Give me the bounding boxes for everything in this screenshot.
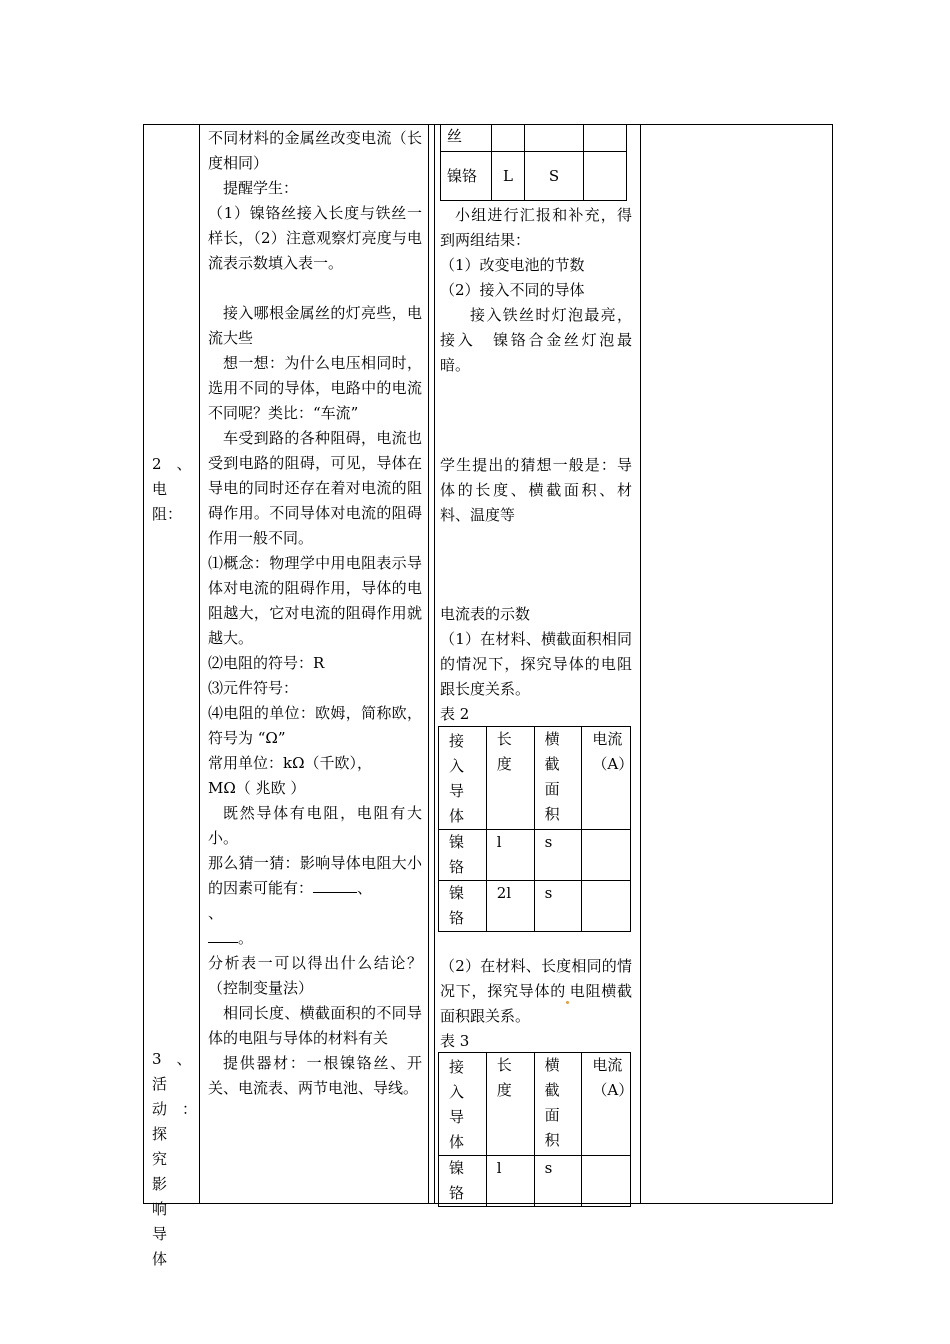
header-cell <box>439 1053 487 1156</box>
table-cell: s <box>534 830 582 881</box>
student-text: 接入铁丝时灯泡最亮，接入 镍铬合金丝灯泡最暗。 <box>440 306 632 374</box>
header-text: 横截面积 <box>544 730 560 823</box>
section-text: 动 ： <box>152 1100 198 1118</box>
header-cell <box>534 727 582 830</box>
column-divider-4 <box>640 124 641 1204</box>
student-text: 电阻横截面积跟关系。 <box>440 982 632 1025</box>
student-text: 小组进行汇报和补充，得到两组结果： <box>440 206 632 249</box>
table-row <box>441 125 627 152</box>
header-cell <box>439 727 487 830</box>
teacher-text: 提醒学生： <box>223 179 299 197</box>
teacher-text: 想一想：为什么电压相同时，选用不同的导体，电路中的电流不同呢？类比：“车流” <box>208 354 422 422</box>
table-header-row <box>439 1053 631 1156</box>
section-text: 电 <box>152 480 168 498</box>
table-row <box>441 152 627 201</box>
table-caption: 表 2 <box>440 705 470 723</box>
section-text: 导 体 <box>152 1225 183 1268</box>
cell-text: 镍铬 <box>449 884 465 927</box>
table-caption: 表 3 <box>440 1032 470 1050</box>
table-cell <box>584 152 627 201</box>
teacher-text: 常用单位：kΩ（千欧）， <box>208 754 373 772</box>
table-cell: l <box>486 1156 534 1207</box>
teacher-text: 分析表一可以得出什么结论？（控制变量法） <box>208 954 422 997</box>
table-cell: 2l <box>486 881 534 932</box>
answer-blank <box>313 892 357 893</box>
teacher-activity-column <box>208 126 422 1101</box>
column-divider-2 <box>428 124 429 1204</box>
teacher-text: MΩ（ 兆欧 ） <box>208 779 306 797</box>
header-text: 长度 <box>496 1056 512 1099</box>
header-text: 接入导体 <box>449 1058 465 1151</box>
student-text: 电流表的示数 <box>440 605 531 623</box>
teacher-text: 、 <box>208 904 224 922</box>
table-cell: s <box>534 881 582 932</box>
material-table-top <box>440 124 627 201</box>
table-row <box>439 830 631 881</box>
answer-blank <box>208 942 238 943</box>
header-cell <box>486 727 534 830</box>
teacher-text: 车受到路的各种阻碍，电流也受到电路的阻碍，可见，导体在导电的同时还存在着对电流的阻碍作用。不同导体对电流的阻碍作用一般不同。 <box>208 429 422 547</box>
header-text: 接入导体 <box>449 732 465 825</box>
teacher-text: 那么猜一猜：影响导体电阻大小的因素可能有： <box>208 854 422 897</box>
header-text: 电流（A） <box>592 1056 634 1099</box>
section-text: 阻： <box>152 505 183 523</box>
student-text: （2）在材料、长度相同的情况下，探究导体的 <box>440 957 632 1000</box>
student-text: （1）改变电池的节数 <box>440 256 585 274</box>
teacher-text: 、 <box>357 879 373 897</box>
teacher-text: ⑵电阻的符号：R <box>208 654 325 672</box>
student-text: （2）接入不同的导体 <box>440 281 585 299</box>
teacher-text: 。 <box>238 929 254 947</box>
student-text: 学生提出的猜想一般是：导体的长度、横截面积、材料、温度等 <box>440 456 632 524</box>
table-cell <box>439 881 487 932</box>
teacher-text: 不同材料的金属丝改变电流（长度相同） <box>208 129 422 172</box>
section-3-label <box>152 1047 198 1272</box>
table-cell: L <box>492 152 525 201</box>
cell-text: 镍铬 <box>449 1159 465 1202</box>
table-cell: l <box>486 830 534 881</box>
table-cell: S <box>525 152 584 201</box>
teacher-text: 提供器材：一根镍铬丝、开关、电流表、两节电池、导线。 <box>208 1054 422 1097</box>
student-activity-lower <box>440 602 632 727</box>
table-row <box>439 1156 631 1207</box>
teacher-text: 相同长度、横截面积的不同导体的电阻与导体的材料有关 <box>208 1004 422 1047</box>
table-cell: 丝 <box>441 125 492 152</box>
section-text: 影 响 <box>152 1175 183 1218</box>
header-text: 电流（A） <box>592 730 634 773</box>
table-cell <box>525 125 584 152</box>
student-text: （1）在材料、横截面积相同的情况下，探究导体的电阻跟长度关系。 <box>440 630 632 698</box>
cell-text: 镍铬 <box>449 833 465 876</box>
teacher-text: 接入哪根金属丝的灯亮些，电流大些 <box>208 304 422 347</box>
section-2-label <box>152 452 194 527</box>
table-cell <box>439 1156 487 1207</box>
table-cell <box>439 830 487 881</box>
student-hypothesis <box>440 453 632 528</box>
header-text: 长度 <box>496 730 512 773</box>
table-cell <box>582 830 631 881</box>
table-cell: 镍铬 <box>441 152 492 201</box>
table-cell <box>492 125 525 152</box>
table-row <box>439 881 631 932</box>
table-header-row <box>439 727 631 830</box>
teacher-text: ⑴概念：物理学中用电阻表示导体对电流的阻碍作用，导体的电阻越大，它对电流的阻碍作用就越大。 <box>208 554 422 647</box>
section-text: 2 、 <box>152 455 192 473</box>
table-cell <box>582 1156 631 1207</box>
header-cell <box>582 727 634 830</box>
header-cell <box>486 1053 534 1156</box>
table-cell <box>582 881 631 932</box>
student-activity-table3-intro <box>440 954 632 1054</box>
student-activity-upper <box>440 203 632 378</box>
teacher-text: 既然导体有电阻，电阻有大小。 <box>208 804 422 847</box>
table-cell: s <box>534 1156 582 1207</box>
table-2 <box>438 726 634 932</box>
header-text: 横截面积 <box>544 1056 560 1149</box>
teacher-text: （1）镍铬丝接入长度与铁丝一样长，（2）注意观察灯亮度与电流表示数填入表一。 <box>208 204 422 272</box>
table-3 <box>438 1052 634 1207</box>
table-cell <box>584 125 627 152</box>
mark-dot <box>566 1001 569 1004</box>
section-text: 3 、 <box>152 1050 192 1068</box>
teacher-text: ⑷电阻的单位：欧姆，简称欧，符号为 “Ω” <box>208 704 422 747</box>
teacher-text: ⑶元件符号： <box>208 679 299 697</box>
column-divider-3 <box>434 124 435 1204</box>
header-cell <box>582 1053 634 1156</box>
section-text: 活 <box>152 1075 168 1093</box>
section-text: 探 究 <box>152 1125 183 1168</box>
header-cell <box>534 1053 582 1156</box>
column-divider-1 <box>199 124 200 1204</box>
